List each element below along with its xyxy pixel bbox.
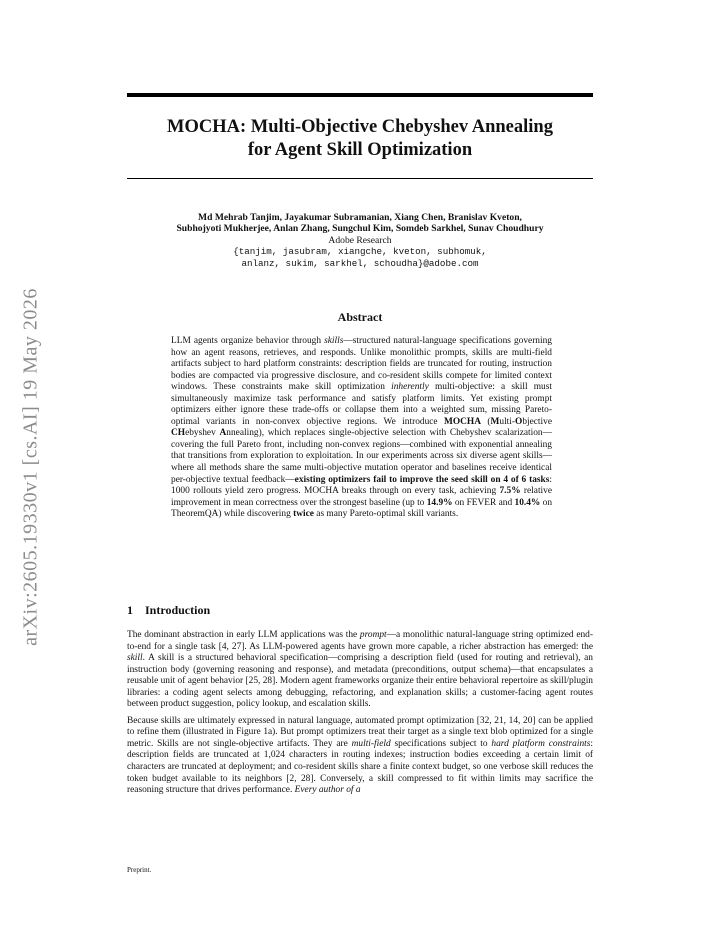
intro-emphasis: Every author of a bbox=[294, 785, 361, 796]
abstract-text: bjective bbox=[522, 416, 552, 427]
intro-text: —a monolithic natural-language string optimized end-to-end for a single task [4, 27]. As LLM-powered agents have grown more capable, a richer abstraction has emerged: the bbox=[127, 630, 593, 652]
intro-emphasis: hard platform constraints bbox=[491, 738, 591, 749]
method-name: MOCHA bbox=[444, 416, 481, 427]
abstract-text: on FEVER and bbox=[452, 497, 515, 508]
intro-text: The dominant abstraction in early LLM applications was the bbox=[127, 630, 360, 640]
section-heading-introduction bbox=[127, 603, 210, 618]
abstract-text: nnealing), which replaces single-objective selection with Chebyshev scalarization— covering the full Pareto front, including non-convex regions—combined with exponential annealing that transitions from exploration to exploitation. In our experiments across six diverse agent skills—where all methods share the same multi-objective mutation operator and baselines receive identical per-objective textual feedback— bbox=[171, 428, 552, 485]
abstract-emphasis: skills bbox=[324, 336, 344, 346]
abstract-text: LLM agents organize behavior through bbox=[171, 336, 325, 346]
abstract-key-number: twice bbox=[293, 509, 314, 520]
intro-emphasis: prompt bbox=[359, 630, 387, 640]
abstract-text: as many Pareto-optimal skill variants. bbox=[313, 509, 459, 520]
abstract-text: —structured natural-language specifications governing how an agent reasons, retrieves, and responds. Unlike monolithic prompts, skills are multi-field artifacts subject to hard platform constraints: description fields are truncated for routing, instruction bodies are compacted via progressive disclosure, and co-resident skills compete for limited context windows. These constraints make skill optimization bbox=[171, 336, 552, 393]
author-names-line-2: Subhojyoti Mukherjee, Anlan Zhang, Sungchul Kim, Somdeb Sarkhel, Sunav Choudhury bbox=[176, 223, 544, 235]
arxiv-stamp-text: arXiv:2605.19330v1 [cs.AI] 19 May 2026 bbox=[19, 288, 42, 646]
abstract-emphasis: inherently bbox=[391, 382, 429, 393]
author-names-line-1: Md Mehrab Tanjim, Jayakumar Subramanian, Xiang Chen, Branislav Kveton, bbox=[198, 212, 522, 223]
title-line-1: MOCHA: Multi-Objective Chebyshev Annealing bbox=[167, 117, 553, 137]
arxiv-identifier-stamp bbox=[12, 262, 50, 672]
abstract-heading: Abstract bbox=[337, 310, 383, 324]
intro-emphasis: multi-field bbox=[351, 738, 391, 749]
acronym-letter: O bbox=[515, 416, 523, 427]
title-line-2: for Agent Skill Optimization bbox=[247, 140, 473, 160]
introduction-body bbox=[127, 630, 593, 802]
acronym-letter: M bbox=[490, 416, 500, 427]
footer-preprint: Preprint. bbox=[127, 866, 152, 874]
abstract-text: ebyshev bbox=[185, 428, 220, 439]
paper-title bbox=[127, 116, 593, 162]
section-title: Introduction bbox=[145, 603, 211, 617]
intro-paragraph-1 bbox=[127, 630, 593, 711]
section-number: 1 bbox=[127, 603, 133, 617]
title-bottom-rule bbox=[127, 178, 593, 179]
abstract-text: on TheoremQA) while discovering bbox=[171, 497, 553, 520]
acronym-letter: CH bbox=[171, 428, 186, 439]
intro-text: specifications subject to bbox=[390, 738, 492, 749]
intro-text: . A skill is a structured behavioral specification—comprising a description field (used for routing and retrieval), an instruction body (governing reasoning and response), and metadata (preconditions, output schema)—that encapsulates a reusable unit of agent behavior [25, 28]. Modern agent frameworks organize their entire behavioral repertoire as skill/plugin libraries: a coding agent selects among debugging, refactoring, and explanation skills; a customer-facing agent routes between product suggestion, policy lookup, and escalation skills. bbox=[127, 653, 593, 710]
abstract-text: relative improvement in mean correctness over the strongest baseline (up to bbox=[171, 486, 553, 508]
intro-paragraph-2 bbox=[127, 716, 593, 797]
author-block bbox=[100, 212, 620, 269]
abstract-key-finding: existing optimizers fail to improve the seed skill on 4 of 6 tasks bbox=[294, 474, 550, 485]
abstract-text: multi-objective: a skill must simultaneously maximize task performance and satisfy platform limits. Yet existing prompt optimizers either ignore these trade-offs or collapse them into a weighted sum, missing Pareto-optimal variants in non-convex objective regions. We introduce bbox=[171, 382, 552, 427]
intro-text: Because skills are ultimately expressed in natural language, automated prompt optimization [32, 21, 14, 20] can be applied to refine them (illustrated in Figure 1a). But prompt optimizers treat their target as a single text blob optimized for a single metric. Skills are not single-objective artifacts. They are bbox=[127, 715, 593, 749]
email-line-2: anlanz, sukim, sarkhel, schoudha}@adobe.com bbox=[241, 257, 479, 269]
email-line-1: {tanjim, jasubram, xiangche, kveton, subhomuk, bbox=[233, 246, 487, 258]
abstract-key-number: 10.4% bbox=[514, 497, 541, 508]
title-top-rule bbox=[127, 93, 593, 97]
abstract-key-number: 7.5% bbox=[499, 486, 521, 497]
abstract-text: ( bbox=[480, 416, 491, 427]
affiliation: Adobe Research bbox=[328, 234, 392, 246]
intro-emphasis: skill bbox=[127, 653, 143, 664]
abstract-key-number: 14.9% bbox=[426, 497, 453, 508]
abstract-text: ulti- bbox=[499, 416, 516, 427]
acronym-letter: A bbox=[219, 428, 227, 439]
abstract-body bbox=[171, 336, 552, 521]
intro-text: : description fields are truncated at 1,024 characters in routing indexes; instruction bodies exceeding a certain limit of characters are truncated at deployment; and co-resident skills share a finite context budget, so one verbose skill reduces the token budget available to its neighbors [2, 28]. Conversely, a skill compressed to fit within limits may sacrifice the reasoning structure that drives performance. bbox=[127, 738, 593, 796]
abstract-text: : 1000 rollouts yield zero progress. MOCHA breaks through on every task, achieving bbox=[171, 474, 553, 497]
